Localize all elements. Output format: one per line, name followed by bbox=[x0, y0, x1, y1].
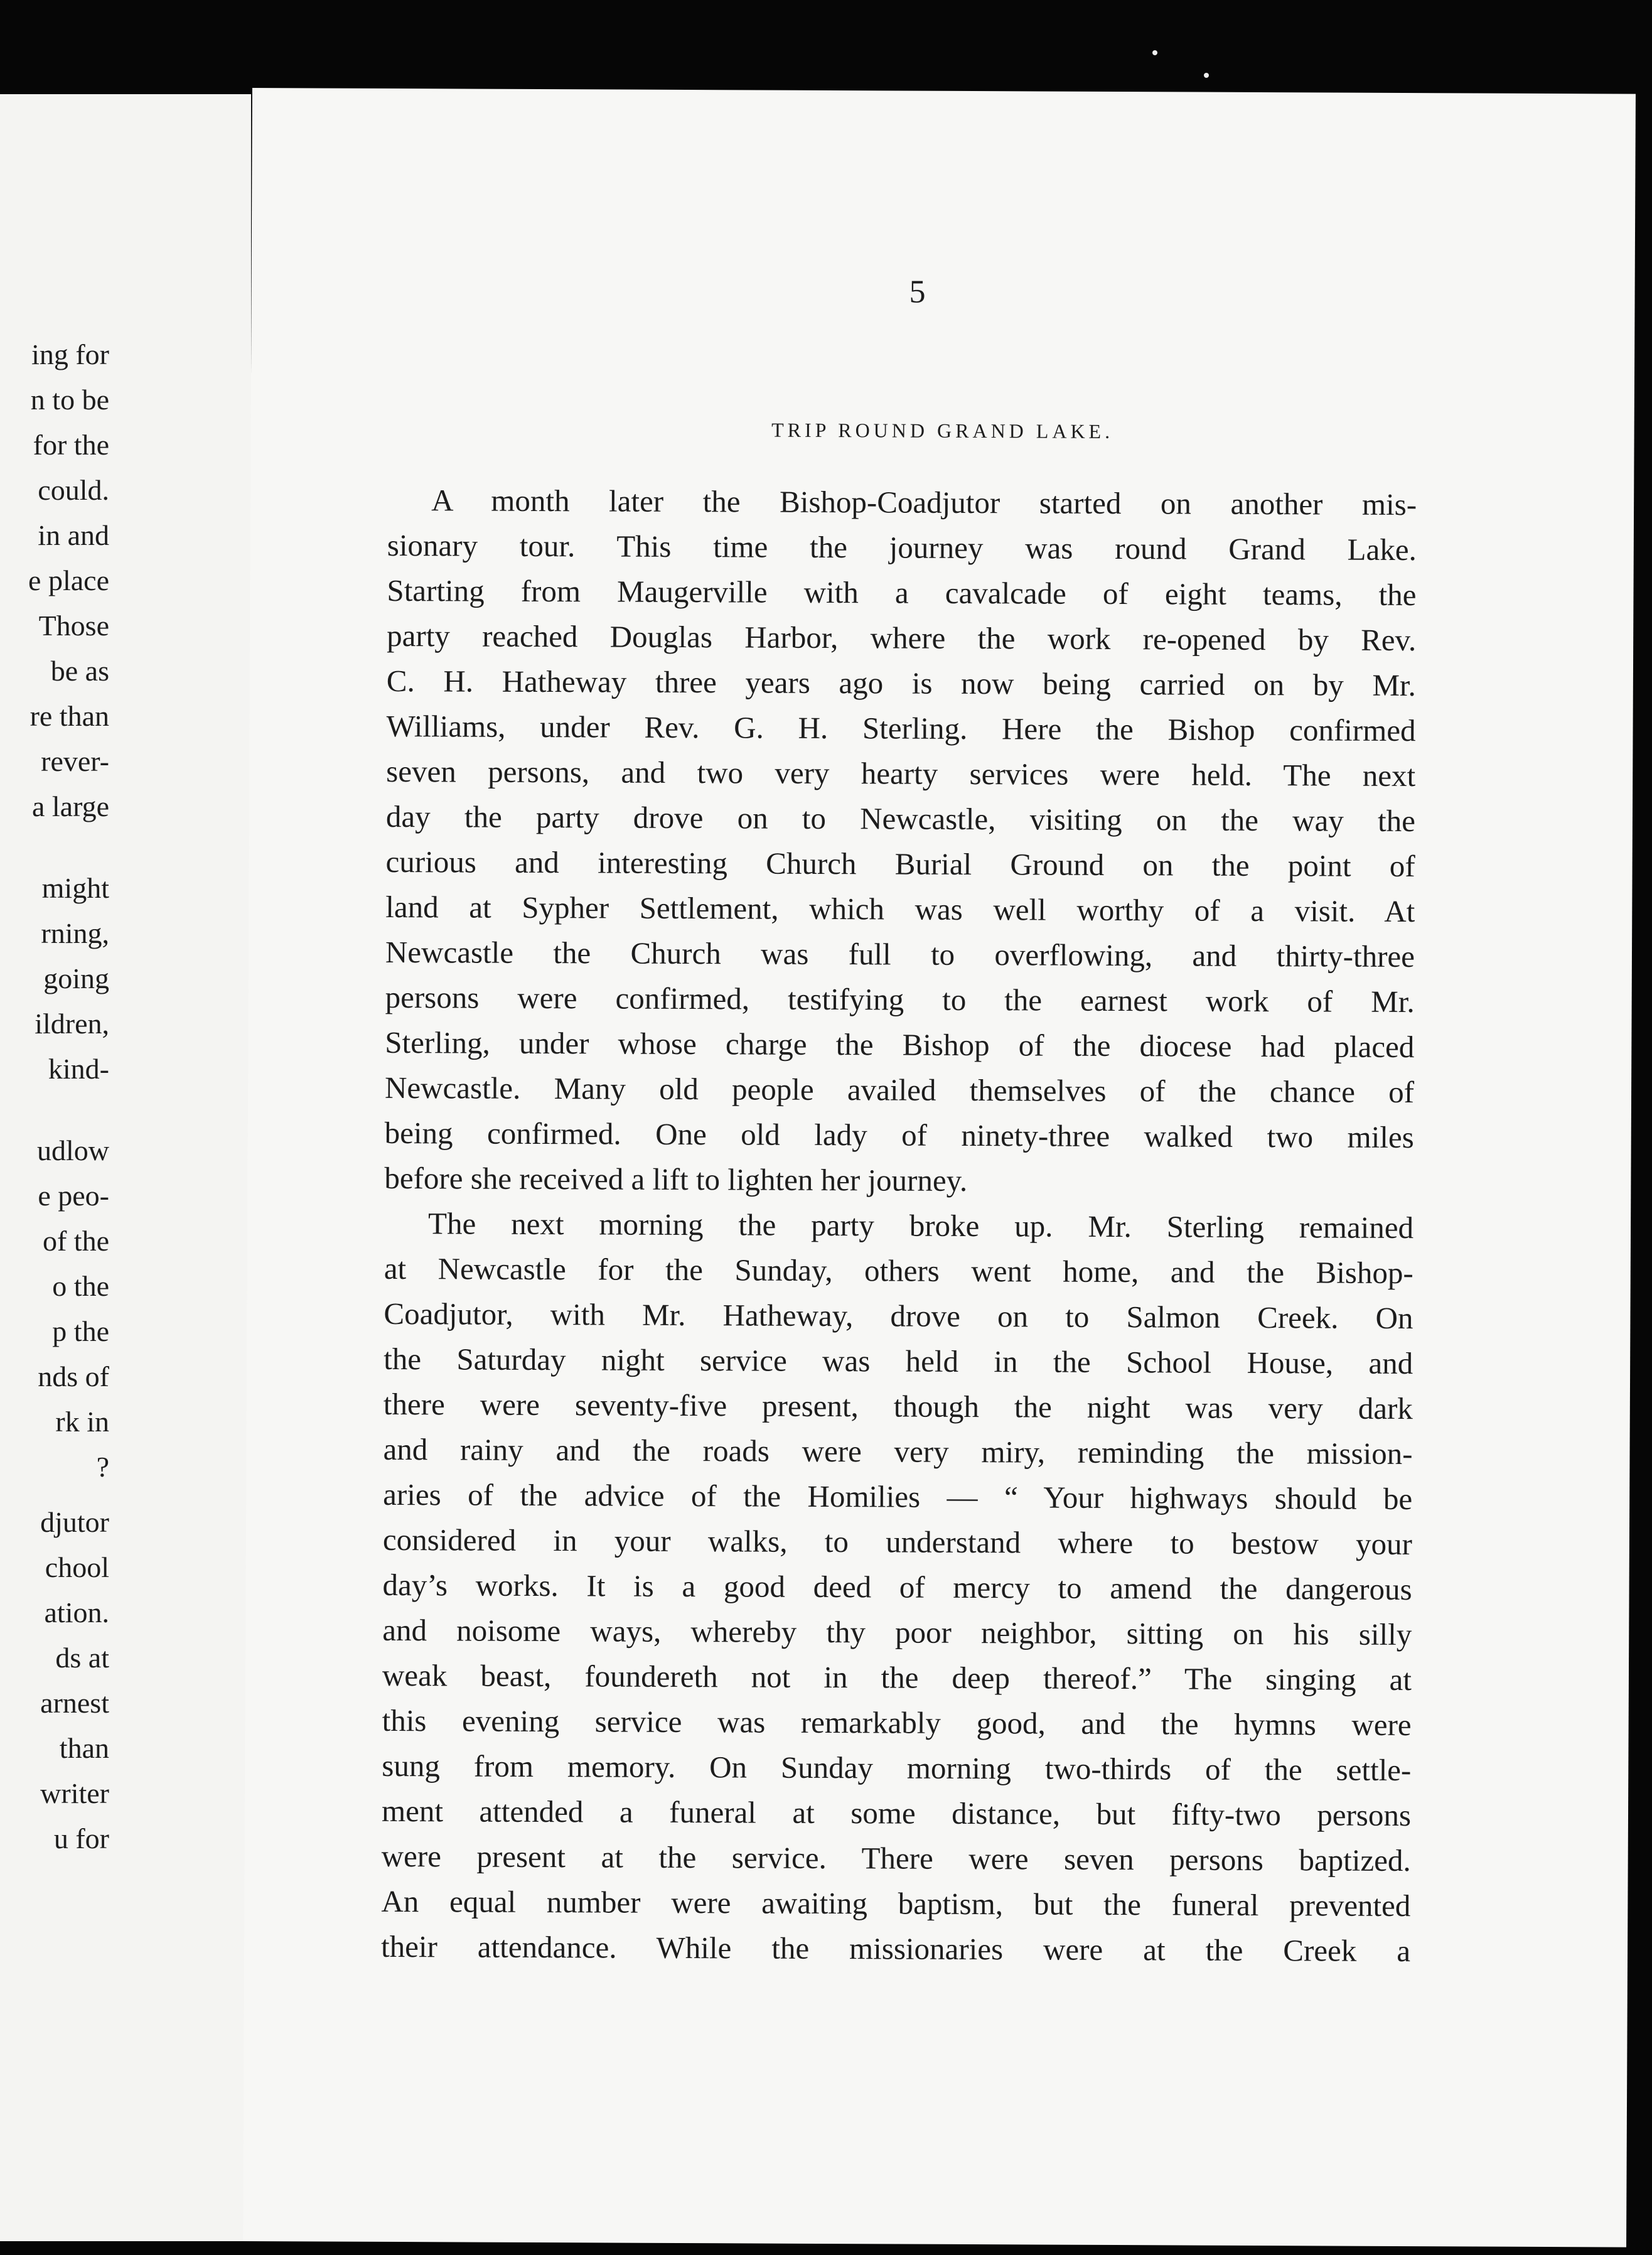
left-page-fragment: o the bbox=[52, 1270, 109, 1302]
left-page-fragment: writer bbox=[40, 1777, 109, 1809]
left-page-fragment: udlow bbox=[37, 1134, 109, 1166]
left-page-fragment: p the bbox=[52, 1315, 109, 1347]
text-line: considered in your walks, to understand where to bestow your bbox=[382, 1522, 1413, 1562]
text-line: Starting from Maugerville with a cavalcade of eight teams, the bbox=[387, 573, 1417, 613]
left-page-fragment: be as bbox=[50, 655, 109, 687]
left-page-fragment: rk in bbox=[55, 1406, 109, 1438]
body-text bbox=[381, 478, 1417, 1974]
text-line: Sterling, under whose charge the Bishop of the diocese had placed bbox=[385, 1025, 1415, 1065]
left-page-fragment: might bbox=[41, 872, 109, 904]
text-line: were present at the service. There were seven persons baptized. bbox=[381, 1838, 1411, 1878]
text-line: party reached Douglas Harbor, where the work re-opened by Rev. bbox=[387, 618, 1417, 658]
left-page-fragment: ? bbox=[96, 1451, 109, 1483]
left-page-fragment: nds of bbox=[38, 1360, 109, 1392]
text-line: sionary tour. This time the journey was round Grand Lake. bbox=[387, 527, 1417, 568]
page-number: 5 bbox=[909, 274, 926, 310]
left-page-fragment: rever- bbox=[41, 745, 109, 777]
section-heading: TRIP ROUND GRAND LAKE. bbox=[771, 418, 1114, 443]
text-line: persons were confirmed, testifying to the earnest work of Mr. bbox=[385, 979, 1415, 1020]
text-line: their attendance. While the missionaries were at the Creek a bbox=[380, 1929, 1411, 1969]
text-line: and rainy and the roads were very miry, reminding the mission- bbox=[383, 1431, 1413, 1472]
left-page-fragment: kind- bbox=[48, 1053, 109, 1085]
left-page-fragment: djutor bbox=[40, 1506, 109, 1538]
left-page-fragment: ing for bbox=[31, 338, 109, 370]
text-line: day the party drove on to Newcastle, visiting on the way the bbox=[385, 799, 1416, 839]
left-page-fragment: e peo- bbox=[38, 1180, 109, 1212]
text-line: sung from memory. On Sunday morning two-thirds of the settle- bbox=[382, 1748, 1412, 1788]
left-page-fragment: chool bbox=[45, 1551, 109, 1583]
left-page-fragment: in and bbox=[38, 519, 109, 551]
text-line: land at Sypher Settlement, which was well worthy of a visit. At bbox=[385, 889, 1415, 929]
left-page-fragment: ildren, bbox=[35, 1008, 109, 1040]
left-page-fragment: n to be bbox=[30, 384, 109, 416]
text-line: there were seventy-five present, though the night was very dark bbox=[383, 1386, 1413, 1426]
scan-speck bbox=[1152, 50, 1157, 55]
left-page-fragment: could. bbox=[38, 474, 109, 506]
text-line: and noisome ways, whereby thy poor neighbor, sitting on his silly bbox=[382, 1612, 1412, 1652]
text-line: aries of the advice of the Homilies — “ Your highways should be bbox=[383, 1477, 1413, 1517]
text-line: day’s works. It is a good deed of mercy to amend the dangerous bbox=[382, 1567, 1412, 1607]
text-line: ment attended a funeral at some distance, but fifty-two persons bbox=[381, 1793, 1412, 1833]
left-page-fragment: of the bbox=[42, 1225, 109, 1257]
left-page-fragment: ds at bbox=[55, 1642, 109, 1674]
left-page-fragment: than bbox=[59, 1732, 109, 1764]
text-line: the Saturday night service was held in the School House, and bbox=[384, 1341, 1413, 1381]
text-line: before she received a lift to lighten her journey. bbox=[384, 1160, 968, 1198]
text-line: C. H. Hatheway three years ago is now being carried on by Mr. bbox=[386, 663, 1416, 703]
left-page-fragment: Those bbox=[38, 610, 109, 642]
text-line: A month later the Bishop-Coadjutor started on another mis- bbox=[431, 483, 1417, 522]
left-page bbox=[0, 94, 251, 2241]
left-page-fragment: arnest bbox=[40, 1687, 109, 1719]
left-page-fragment: ation. bbox=[44, 1596, 109, 1628]
text-line: Coadjutor, with Mr. Hatheway, drove on to Salmon Creek. On bbox=[384, 1296, 1413, 1336]
left-page-fragment: for the bbox=[33, 429, 109, 461]
left-page-fragment: going bbox=[43, 962, 109, 994]
right-page bbox=[243, 88, 1636, 2247]
text-line: Williams, under Rev. G. H. Sterling. Here the Bishop confirmed bbox=[386, 708, 1416, 748]
text-line: this evening service was remarkably good, and the hymns were bbox=[382, 1703, 1412, 1743]
left-page-fragment: e place bbox=[28, 564, 109, 596]
text-line: seven persons, and two very hearty services were held. The next bbox=[386, 753, 1416, 794]
text-line: curious and interesting Church Burial Ground on the point of bbox=[385, 844, 1415, 884]
scan-speck bbox=[1204, 73, 1209, 78]
text-line: at Newcastle for the Sunday, others went home, and the Bishop- bbox=[384, 1251, 1413, 1291]
left-page-fragment: u for bbox=[53, 1822, 109, 1854]
text-line: Newcastle the Church was full to overflowing, and thirty-three bbox=[385, 934, 1415, 974]
text-line: being confirmed. One old lady of ninety-three walked two miles bbox=[384, 1115, 1414, 1155]
text-line: An equal number were awaiting baptism, but the funeral prevented bbox=[381, 1883, 1411, 1924]
text-line: weak beast, foundereth not in the deep thereof.” The singing at bbox=[382, 1657, 1412, 1698]
left-page-fragment: a large bbox=[31, 790, 109, 822]
text-line: Newcastle. Many old people availed themselves of the chance of bbox=[384, 1070, 1415, 1110]
left-page-fragment: rning, bbox=[41, 917, 109, 949]
left-page-fragment: re than bbox=[30, 700, 109, 732]
text-line: The next morning the party broke up. Mr. Sterling remained bbox=[427, 1206, 1414, 1246]
